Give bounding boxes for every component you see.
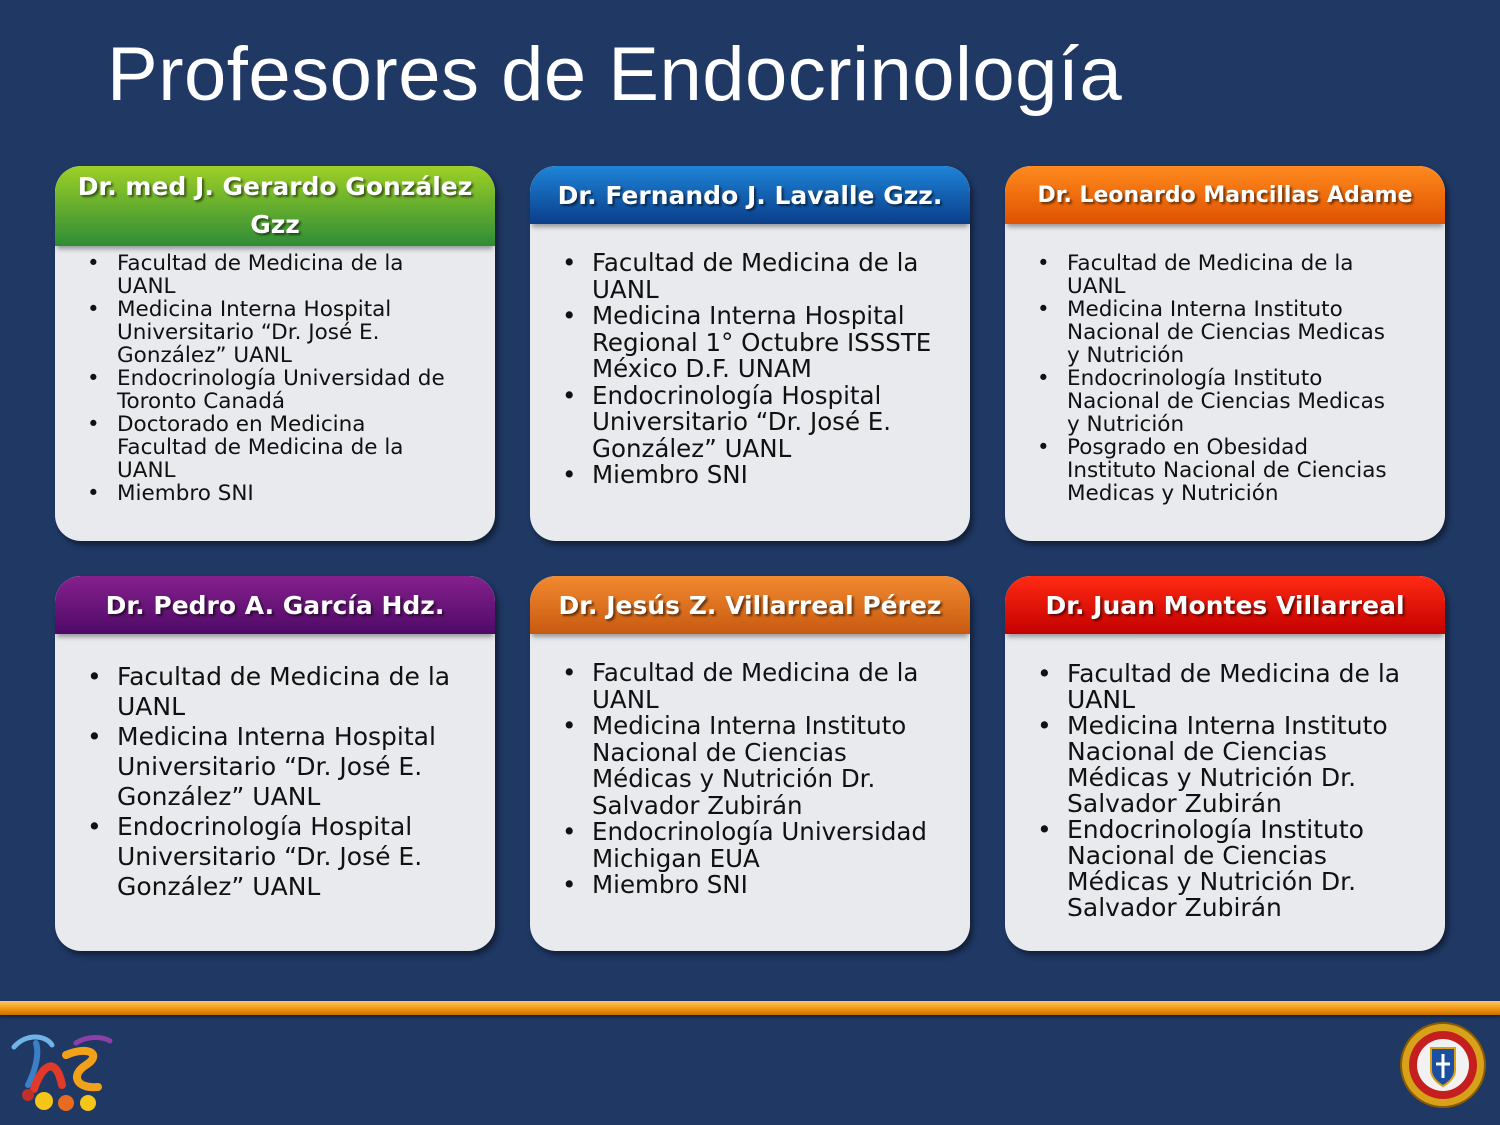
professor-card-mancillas (1005, 166, 1445, 541)
card-header (530, 166, 970, 224)
professor-name: Dr. med J. Gerardo González Gzz (77, 172, 473, 239)
list-item: • Medicina Interna Instituto Nacional de Ciencias Médicas y Nutrición Dr. Salvador Zubirán (562, 713, 932, 819)
card-header (1005, 166, 1445, 224)
credentials-list (562, 660, 932, 899)
professor-name: Dr. Juan Montes Villarreal (1045, 590, 1405, 620)
list-item: • Endocrinología Hospital Universitario “Dr. José E. González” UANL (562, 383, 932, 463)
list-item: • Medicina Interna Instituto Nacional de Ciencias Medicas y Nutrición (1037, 298, 1397, 367)
list-item: • Facultad de Medicina de la UANL (87, 252, 447, 298)
professor-name: Dr. Pedro A. García Hdz. (105, 590, 445, 620)
list-item: • Facultad de Medicina de la UANL (1037, 661, 1407, 713)
list-item: • Miembro SNI (87, 482, 447, 505)
card-header (55, 576, 495, 634)
professor-card-gonzalez (55, 166, 495, 541)
list-item: • Facultad de Medicina de la UANL (562, 250, 932, 303)
list-item: • Endocrinología Instituto Nacional de Ciencias Médicas y Nutrición Dr. Salvador Zubirán (1037, 817, 1407, 921)
list-item: • Endocrinología Hospital Universitario “Dr. José E. González” UANL (87, 812, 457, 902)
list-item: • Endocrinología Universidad Michigan EUA (562, 819, 932, 872)
list-item: • Endocrinología Universidad de Toronto Canadá (87, 367, 447, 413)
list-item: • Facultad de Medicina de la UANL (562, 660, 932, 713)
uanl-seal-icon (1398, 1020, 1488, 1110)
professor-card-montes (1005, 576, 1445, 951)
professor-card-garcia (55, 576, 495, 951)
list-item: • Medicina Interna Hospital Universitario “Dr. José E. González” UANL (87, 298, 447, 367)
card-header (1005, 576, 1445, 634)
list-item: • Miembro SNI (562, 872, 932, 899)
footer-band (0, 1001, 1500, 1015)
list-item: • Medicina Interna Hospital Universitario “Dr. José E. González” UANL (87, 722, 457, 812)
list-item: • Miembro SNI (562, 462, 932, 489)
professor-card-villarreal-perez (530, 576, 970, 951)
card-header (55, 166, 495, 246)
list-item: • Endocrinología Instituto Nacional de Ciencias Medicas y Nutrición (1037, 367, 1397, 436)
cias-logo-icon (6, 1025, 116, 1115)
credentials-list (1037, 252, 1397, 505)
list-item: • Doctorado en Medicina Facultad de Medicina de la UANL (87, 413, 447, 482)
professor-name: Dr. Fernando J. Lavalle Gzz. (557, 180, 943, 210)
list-item: • Medicina Interna Instituto Nacional de Ciencias Médicas y Nutrición Dr. Salvador Zubirán (1037, 713, 1407, 817)
credentials-list (87, 662, 457, 902)
list-item: • Facultad de Medicina de la UANL (1037, 252, 1397, 298)
card-header (530, 576, 970, 634)
professor-card-lavalle (530, 166, 970, 541)
professor-name: Dr. Leonardo Mancillas Adame (1037, 182, 1413, 208)
credentials-list (1037, 661, 1407, 921)
page-title: Profesores de Endocrinología (107, 32, 1123, 117)
professor-name: Dr. Jesús Z. Villarreal Pérez (558, 590, 942, 620)
list-item: • Posgrado en Obesidad Instituto Nacional de Ciencias Medicas y Nutrición (1037, 436, 1397, 505)
credentials-list (87, 252, 447, 505)
list-item: • Medicina Interna Hospital Regional 1° Octubre ISSSTE México D.F. UNAM (562, 303, 932, 383)
credentials-list (562, 250, 932, 489)
list-item: • Facultad de Medicina de la UANL (87, 662, 457, 722)
